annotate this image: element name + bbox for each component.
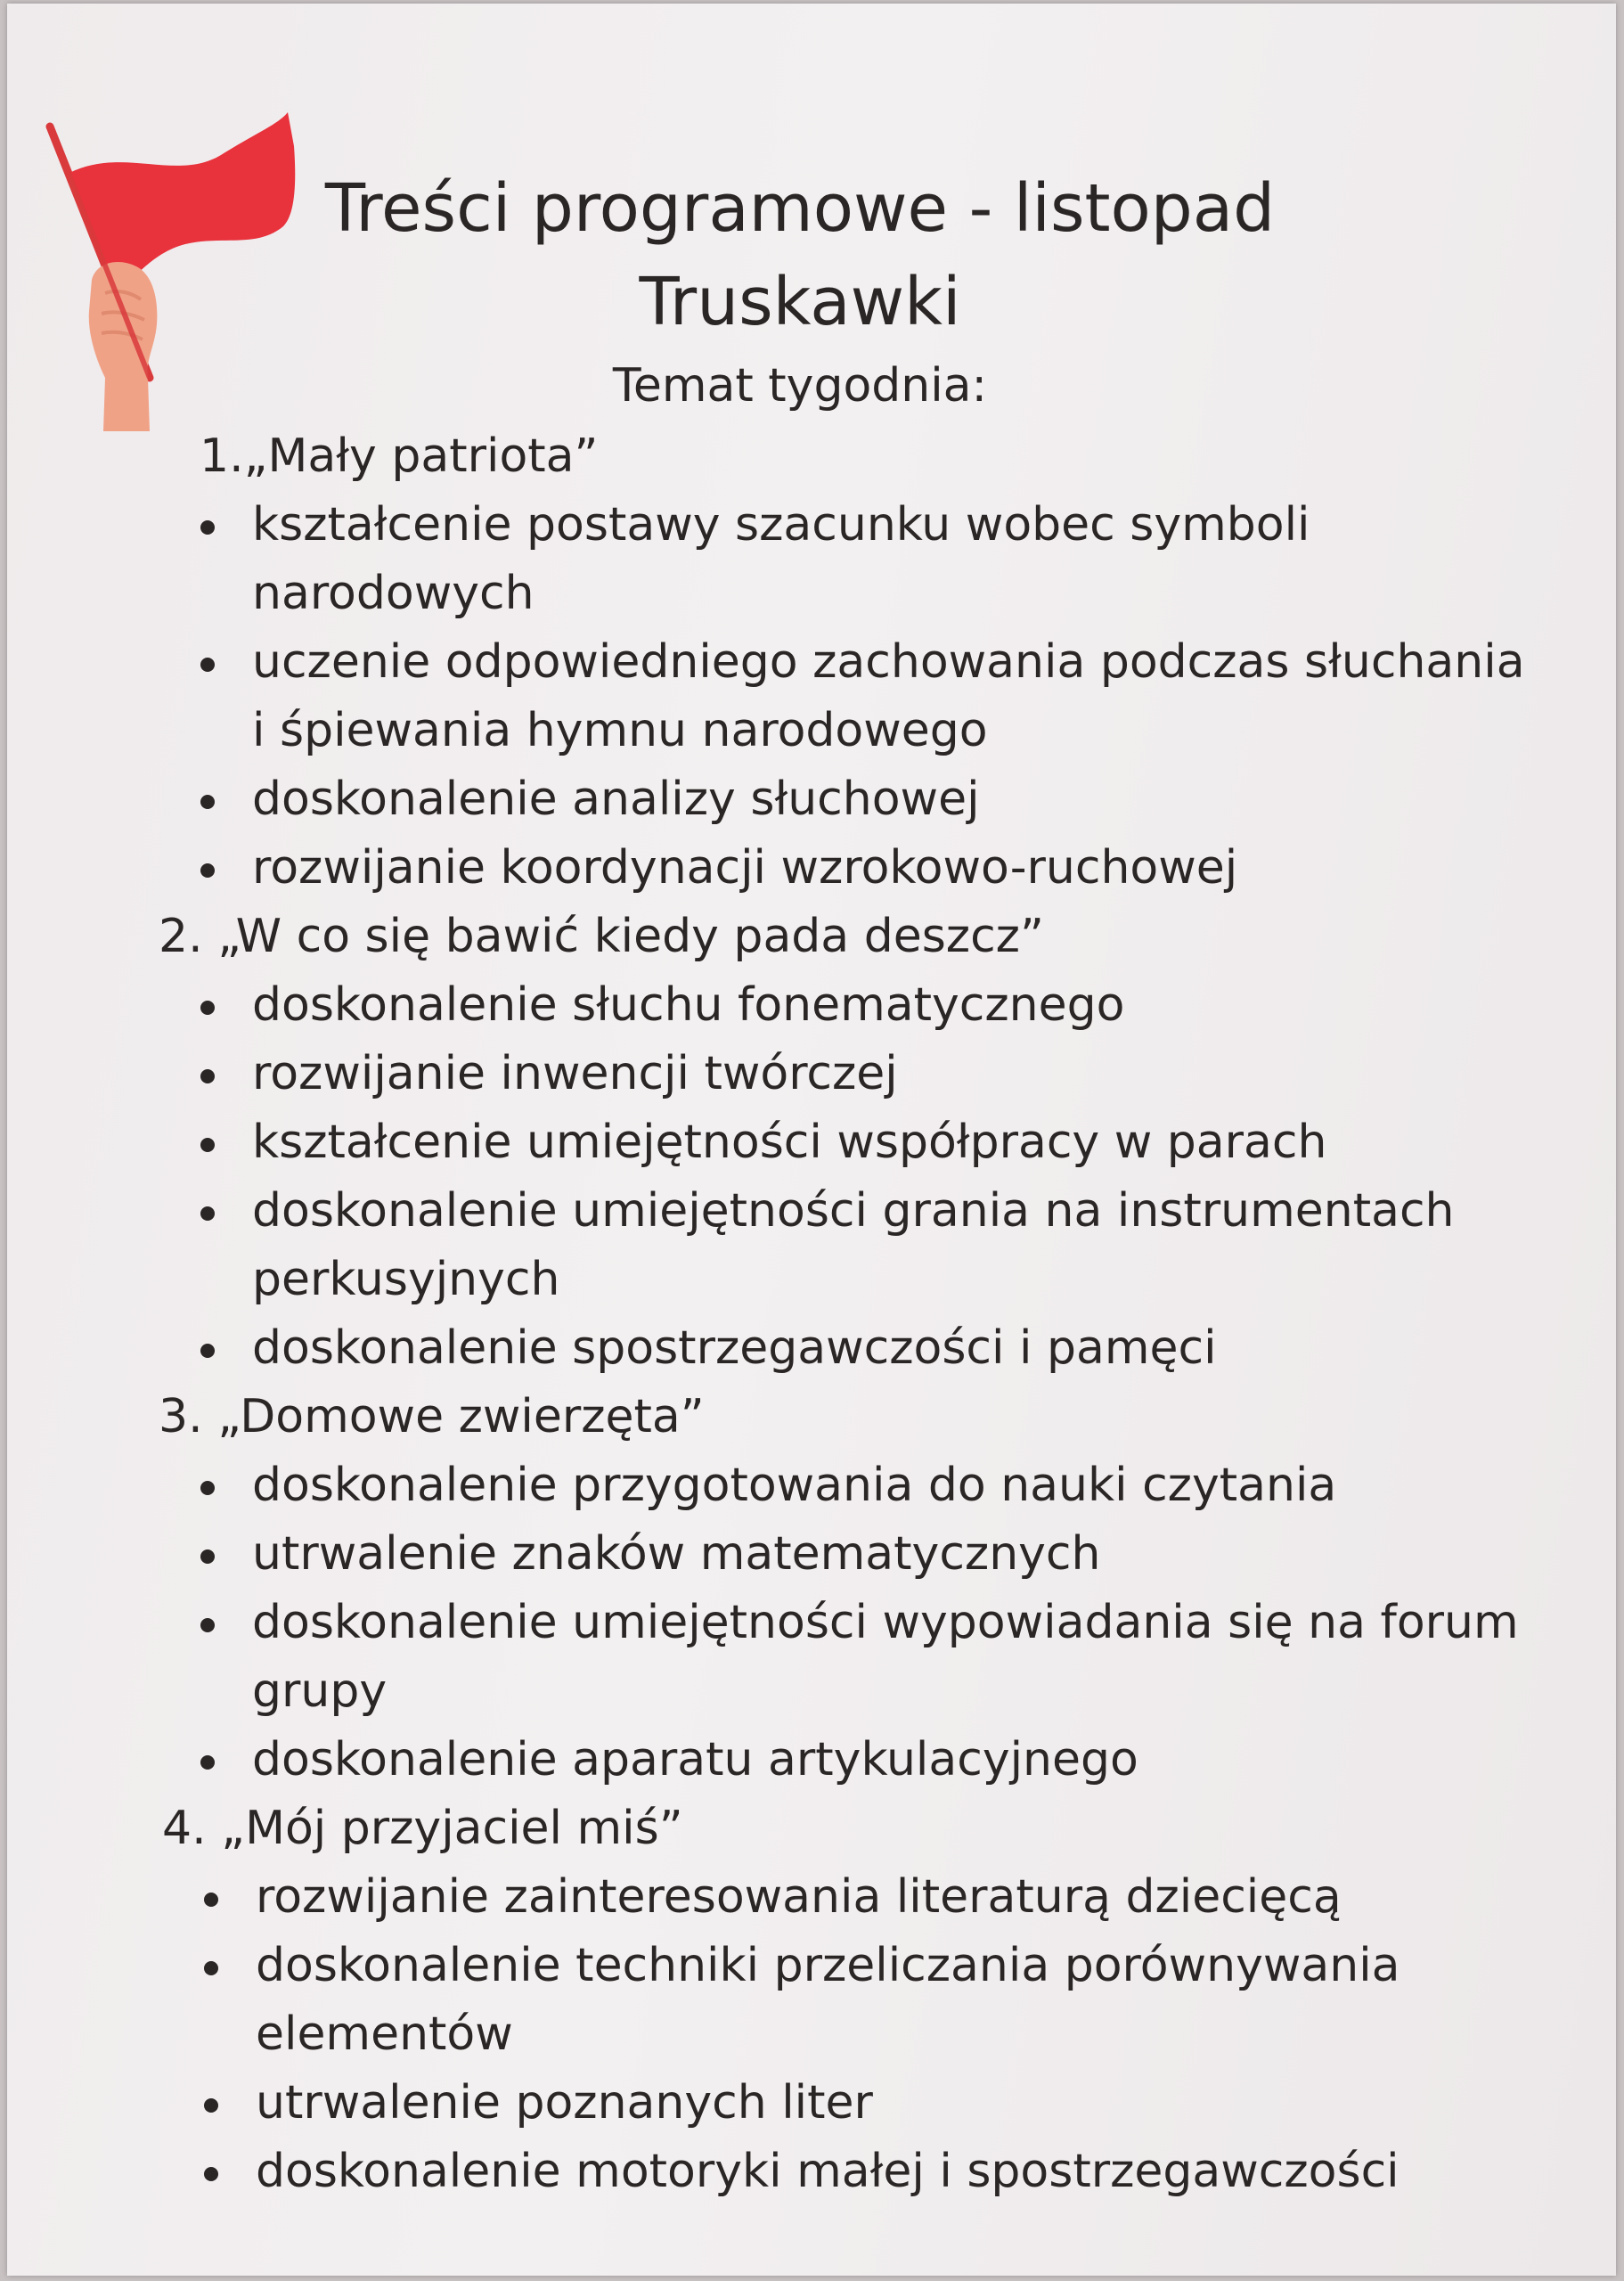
bullet-icon: [200, 1618, 215, 1632]
bullet-icon: [204, 2167, 218, 2181]
week-title: 2. „W co się bawić kiedy pada deszcz”: [159, 910, 1044, 963]
goal-text: kształcenie postawy szacunku wobec symboli narodowych: [252, 498, 1310, 620]
bullet-icon: [200, 1755, 215, 1770]
goal-text: doskonalenie techniki przeliczania porównywania elementów: [256, 1939, 1400, 2061]
goal-list: [159, 1451, 1548, 1795]
list-item: [252, 1520, 1548, 1589]
goal-list: [159, 491, 1548, 903]
goal-text: doskonalenie przygotowania do nauki czytania: [252, 1459, 1337, 1512]
goal-text: doskonalenie analizy słuchowej: [252, 773, 980, 826]
bullet-icon: [200, 863, 215, 878]
bullet-icon: [204, 1961, 218, 1975]
goal-text: doskonalenie aparatu artykulacyjnego: [252, 1733, 1138, 1786]
list-item: [252, 971, 1548, 1040]
goal-text: rozwijanie koordynacji wzrokowo-ruchowej: [252, 841, 1238, 895]
bullet-icon: [200, 1069, 215, 1083]
list-item: [252, 491, 1548, 628]
list-item: [252, 628, 1548, 765]
goal-text: doskonalenie motoryki małej i spostrzegawczości: [256, 2145, 1400, 2198]
weekly-topics: [159, 422, 1548, 2206]
list-item: [252, 1314, 1548, 1383]
document-sheet: [7, 4, 1616, 2276]
goal-text: doskonalenie spostrzegawczości i pamęci: [252, 1321, 1217, 1375]
goal-text: doskonalenie umiejętności grania na instrumentach perkusyjnych: [252, 1184, 1455, 1306]
bullet-icon: [200, 795, 215, 809]
goal-text: kształcenie umiejętności współpracy w parach: [252, 1116, 1327, 1169]
bullet-icon: [200, 1001, 215, 1015]
list-item: [256, 2138, 1548, 2206]
bullet-icon: [204, 2098, 218, 2113]
list-item: [256, 1863, 1548, 1932]
bullet-icon: [200, 1481, 215, 1495]
list-item: [252, 834, 1548, 903]
week-section-4: [159, 1795, 1548, 2206]
header: [7, 164, 1593, 421]
bullet-icon: [200, 658, 215, 672]
list-item: [252, 1589, 1548, 1726]
list-item: [252, 765, 1548, 834]
bullet-icon: [200, 1206, 215, 1221]
goal-list: [159, 971, 1548, 1383]
list-item: [256, 1932, 1548, 2069]
week-section-2: [159, 903, 1548, 1383]
goal-text: utrwalenie poznanych liter: [256, 2076, 873, 2130]
bullet-icon: [200, 1344, 215, 1358]
goal-text: utrwalenie znaków matematycznych: [252, 1527, 1101, 1581]
list-item: [252, 1040, 1548, 1108]
list-item: [252, 1177, 1548, 1314]
goal-text: rozwijanie inwencji twórczej: [252, 1047, 898, 1100]
week-title: 3. „Domowe zwierzęta”: [159, 1390, 705, 1443]
week-section-1: [159, 422, 1548, 903]
goal-list: [159, 1863, 1548, 2206]
week-title: 4. „Mój przyjaciel miś”: [162, 1802, 683, 1855]
bullet-icon: [204, 1893, 218, 1907]
goal-text: doskonalenie umiejętności wypowiadania się na forum grupy: [252, 1596, 1519, 1718]
group-name: Truskawki: [639, 264, 961, 340]
bullet-icon: [200, 1138, 215, 1152]
topic-label: Temat tygodnia:: [612, 359, 988, 413]
page-title: Treści programowe - listopad: [324, 170, 1276, 247]
list-item: [252, 1726, 1548, 1795]
goal-text: rozwijanie zainteresowania literaturą dziecięcą: [256, 1870, 1342, 1924]
list-item: [252, 1451, 1548, 1520]
bullet-icon: [200, 1549, 215, 1564]
bullet-icon: [200, 520, 215, 535]
week-title: 1.„Mały patriota”: [200, 429, 599, 483]
goal-text: doskonalenie słuchu fonematycznego: [252, 978, 1125, 1032]
goal-text: uczenie odpowiedniego zachowania podczas słuchania i śpiewania hymnu narodowego: [252, 635, 1525, 757]
list-item: [252, 1108, 1548, 1177]
week-section-3: [159, 1383, 1548, 1795]
list-item: [256, 2069, 1548, 2138]
